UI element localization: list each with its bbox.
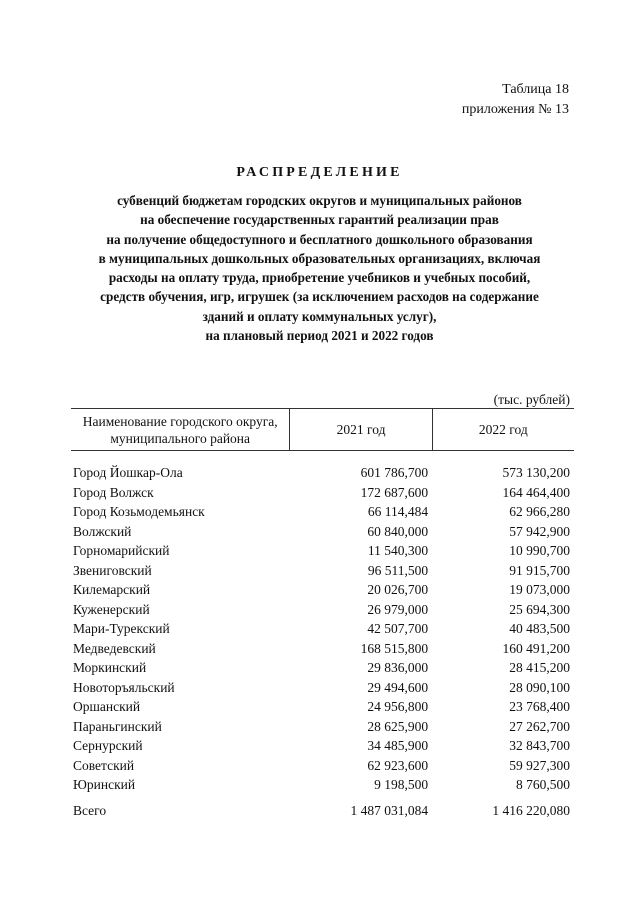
table-spacer (71, 451, 574, 464)
table-reference (462, 80, 569, 120)
cell-2022: 23 768,400 (509, 699, 570, 714)
table-row (71, 619, 574, 639)
cell-2022: 32 843,700 (509, 738, 570, 753)
distribution-table (71, 408, 574, 820)
cell-2021: 26 979,000 (367, 601, 429, 617)
table-row (71, 600, 574, 620)
cell-2022: 19 073,000 (509, 582, 570, 597)
cell-2022: 164 464,400 (502, 484, 570, 500)
table-row (71, 736, 574, 756)
cell-name: Город Козьмодемьянск (73, 504, 205, 519)
table-row (71, 483, 574, 503)
subtitle-line: средств обучения, игр, игрушек (за исключением расходов на содержание (100, 289, 539, 305)
subtitle-line: на получение общедоступного и бесплатного дошкольного образования (106, 231, 533, 247)
table-row (71, 717, 574, 737)
document-title: РАСПРЕДЕЛЕНИЕ (236, 165, 403, 180)
column-header-name: Наименование городского округа, муниципального района (71, 409, 290, 451)
cell-name: Куженерский (73, 601, 150, 617)
cell-name: Юринский (73, 777, 136, 792)
table-body (71, 451, 574, 821)
table-row (71, 775, 574, 795)
cell-2022: 27 262,700 (509, 718, 570, 734)
subtitle-line: субвенций бюджетам городских округов и муниципальных районов (117, 193, 522, 208)
table-row (71, 756, 574, 776)
cell-name: Моркинский (73, 660, 147, 675)
cell-2021: 60 840,000 (367, 523, 429, 539)
cell-name: Оршанский (73, 699, 141, 714)
cell-2022: 40 483,500 (509, 621, 570, 636)
cell-2021: 62 923,600 (367, 757, 429, 773)
cell-2021: 20 026,700 (367, 582, 429, 597)
table-row (71, 502, 574, 522)
subtitle-line: зданий и оплату коммунальных услуг), (202, 308, 437, 324)
cell-2021: 9 198,500 (374, 777, 429, 792)
cell-2021: 29 836,000 (367, 660, 429, 675)
cell-2022: 1 416 220,080 (492, 802, 570, 818)
subtitle-line: расходы на оплату труда, приобретение учебников и учебных пособий, (108, 270, 531, 286)
cell-2022: 10 990,700 (509, 543, 570, 558)
cell-name: Всего (73, 802, 107, 818)
table-row (71, 541, 574, 561)
subtitle-line: в муниципальных дошкольных образовательных организациях, включая (98, 250, 541, 266)
cell-name: Медведевский (73, 640, 156, 656)
column-header-2022: 2022 год (432, 409, 574, 451)
cell-2022: 28 090,100 (509, 679, 570, 695)
cell-2022: 160 491,200 (502, 640, 570, 656)
table-number: Таблица 18 (502, 82, 569, 97)
cell-name: Волжский (73, 523, 132, 539)
table-total-row (71, 795, 574, 821)
cell-name: Город Йошкар-Ола (73, 465, 183, 480)
cell-2022: 57 942,900 (509, 523, 570, 539)
cell-2021: 34 485,900 (367, 738, 429, 753)
cell-name: Килемарский (73, 582, 151, 597)
cell-2022: 59 927,300 (509, 757, 570, 773)
table-row (71, 639, 574, 659)
cell-2021: 601 786,700 (360, 465, 429, 480)
table-row (71, 561, 574, 581)
cell-2022: 573 130,200 (502, 465, 570, 480)
cell-2022: 28 415,200 (509, 660, 570, 675)
annex-number: приложения № 13 (461, 102, 569, 117)
cell-2022: 91 915,700 (509, 562, 570, 578)
cell-name: Параньгинский (73, 718, 162, 734)
units-label: (тыс. рублей) (493, 392, 570, 407)
table-header-row (71, 409, 574, 451)
cell-2021: 42 507,700 (367, 621, 429, 636)
cell-2021: 96 511,500 (367, 562, 429, 578)
table-row (71, 678, 574, 698)
table-row (71, 580, 574, 600)
cell-2021: 1 487 031,084 (350, 802, 429, 818)
cell-2022: 8 760,500 (516, 777, 570, 792)
cell-name: Советский (73, 757, 135, 773)
table-row (71, 658, 574, 678)
cell-name: Мари-Турекский (73, 621, 170, 636)
cell-2021: 168 515,800 (360, 640, 429, 656)
table-row (71, 697, 574, 717)
cell-2021: 24 956,800 (367, 699, 429, 714)
cell-name: Город Волжск (73, 484, 154, 500)
document-subtitle (40, 191, 599, 345)
table-row (71, 522, 574, 542)
column-header-2021: 2021 год (290, 409, 432, 451)
cell-name: Звениговский (73, 562, 152, 578)
cell-2021: 28 625,900 (367, 718, 429, 734)
subtitle-line: на плановый период 2021 и 2022 годов (205, 328, 434, 344)
cell-2022: 25 694,300 (509, 601, 570, 617)
cell-name: Новоторъяльский (73, 679, 175, 695)
cell-2021: 29 494,600 (367, 679, 429, 695)
cell-name: Сернурский (73, 738, 143, 753)
cell-2021: 172 687,600 (360, 484, 429, 500)
cell-2021: 11 540,300 (367, 543, 429, 558)
cell-2021: 66 114,484 (367, 504, 429, 519)
table-row (71, 463, 574, 483)
subtitle-line: на обеспечение государственных гарантий реализации прав (140, 212, 499, 228)
cell-name: Горномарийский (73, 543, 170, 558)
cell-2022: 62 966,280 (509, 504, 570, 519)
